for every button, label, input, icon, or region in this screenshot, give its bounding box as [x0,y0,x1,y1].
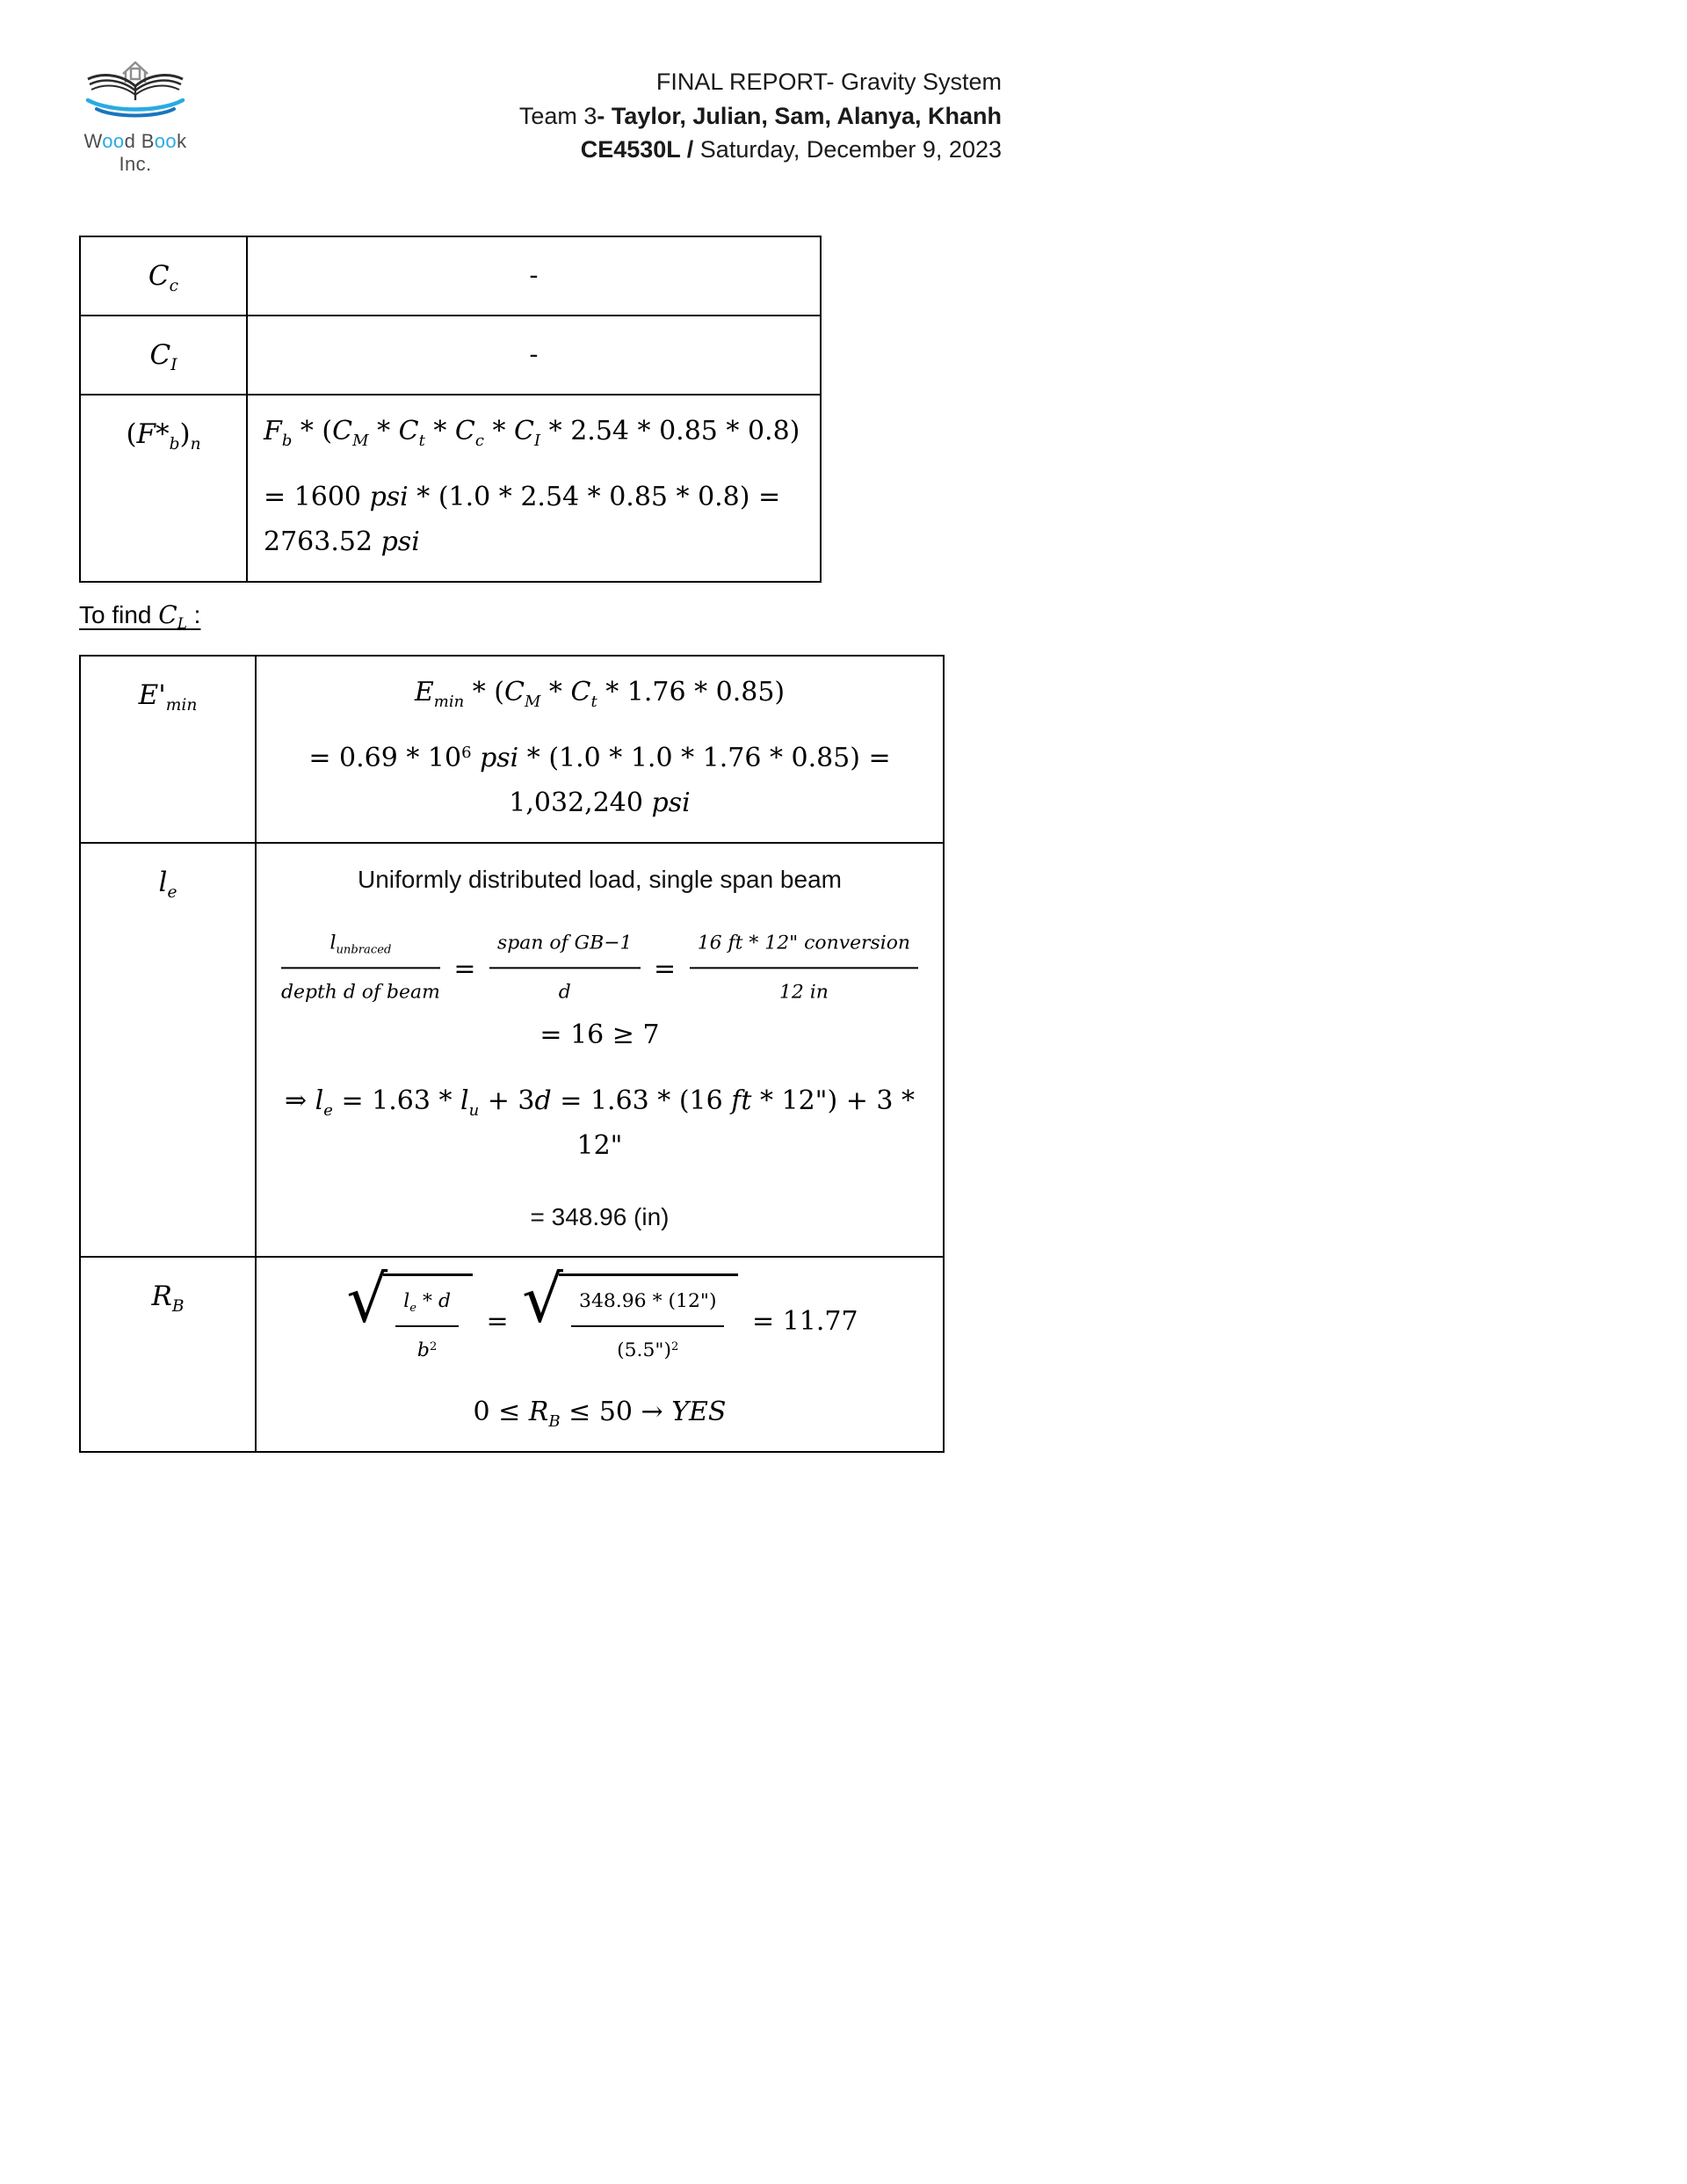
le-ratio-check: $\frac{l_{unbraced}}{\text{depth d of beam}}$ = $\frac{\text{span of GB−1}}{d}$ = $\frac{\text{16 ft * 12" conversion}}{12 in}$ = 16 ≥ 7 [276,954,923,1050]
rb-row [80,1257,944,1452]
emin-label: $E'_{min}$ [138,679,198,715]
fbn-result: = 1600 psi * (1.0 * 2.54 * 0.85 * 0.8) = 2763.52 psi [264,482,781,557]
le-load-description: Uniformly distributed load, single span beam [358,866,842,893]
report-date: Saturday, December 9, 2023 [693,136,1002,163]
le-label-cell [80,843,256,1257]
bending-factors-table [79,236,822,583]
cc-value: - [529,260,539,291]
company-name [65,130,206,176]
open-book-house-icon [74,56,197,128]
course-date-line [519,133,1002,167]
cc-label-cell [80,236,247,316]
ci-row [80,316,821,395]
rb-value-cell [256,1257,944,1452]
ci-label: $C_I$ [149,339,177,375]
company-logo [65,56,206,176]
rb-limit-check: $0 \le R_B \le 50$ → YES [473,1397,727,1431]
company-name-part: W [83,130,103,152]
fbn-row [80,395,821,582]
emin-row [80,656,944,843]
cc-row [80,236,821,316]
fbn-label: $(F*_b)_n$ [126,418,201,454]
emin-expression: $E_{min} * (C_M * C_t * 1.76 * 0.85)$ [414,677,786,711]
le-row [80,843,944,1257]
le-expression: ⇒ $l_e = 1.63 * l_u + 3d = 1.63 * (16$ ft * 12") + 3 * 12" [284,1085,915,1161]
cc-label: $C_c$ [148,260,179,296]
ci-value-cell [247,316,821,395]
emin-result: = $0.69 * 10^6$ psi * (1.0 * 1.0 * 1.76 * 0.85) = 1,032,240 psi [308,743,891,818]
le-result: = 348.96 (in) [530,1203,670,1230]
cc-value-cell [247,236,821,316]
company-name-part: d B [124,130,155,152]
cl-calculation-table [79,655,945,1453]
rb-expression: √ $\frac{l_e * d}{b^2}$ = √ $\frac{348.96 * (12")}{(5.5")^2}$ = 11.77 [341,1306,858,1337]
report-header [519,65,1002,167]
le-label: $l_e$ [158,867,177,903]
company-name-accent: oo [102,130,125,152]
emin-value-cell [256,656,944,843]
team-line-prefix: Team 3 [518,102,597,129]
course-code: CE4530L / [580,136,694,163]
le-value-cell [256,843,944,1257]
company-name-accent: oo [154,130,177,152]
to-find-cl-text: To find $C_L$ : [79,600,201,633]
fbn-expression: $F_b * (C_M * C_t * C_c * C_I * 2.54 * 0.85 * 0.8)$ [264,416,800,450]
team-members: - Taylor, Julian, Sam, Alanya, Khanh [597,102,1002,129]
fbn-label-cell [80,395,247,582]
rb-label: $R_B$ [151,1281,185,1317]
to-find-cl-heading [79,600,201,633]
rb-label-cell [80,1257,256,1452]
company-name-part: k Inc. [119,130,187,175]
report-title: FINAL REPORT- Gravity System [655,69,1002,95]
emin-label-cell [80,656,256,843]
ci-label-cell [80,316,247,395]
fbn-value-cell [247,395,821,582]
ci-value: - [529,339,539,370]
team-line [519,99,1002,134]
